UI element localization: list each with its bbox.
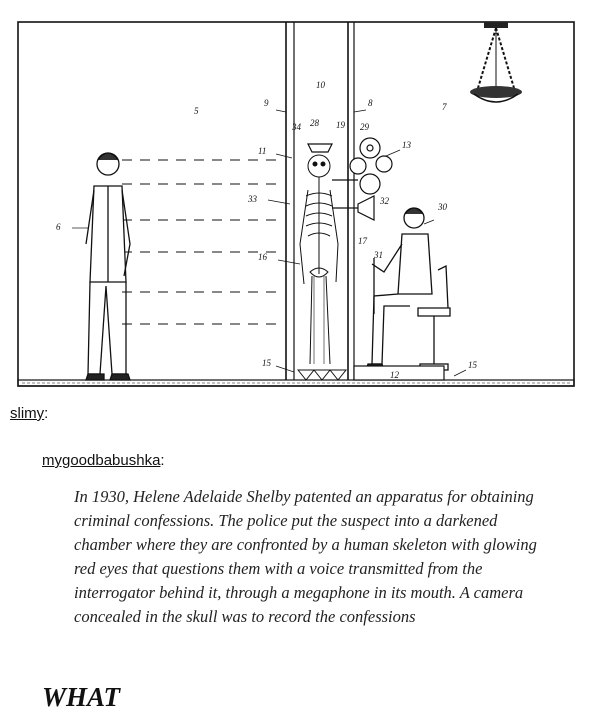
label-15-right: 15 <box>468 360 477 370</box>
label-31: 31 <box>374 250 383 260</box>
reblogger-colon: : <box>44 405 49 422</box>
label-8: 8 <box>368 98 373 108</box>
label-29: 29 <box>360 122 369 132</box>
label-9: 9 <box>264 98 269 108</box>
label-11: 11 <box>258 146 267 156</box>
floor-fixtures <box>298 370 346 380</box>
label-16: 16 <box>258 252 267 262</box>
reaction-text: WHAT <box>42 682 121 712</box>
suspect-figure <box>86 153 130 380</box>
label-5: 5 <box>194 106 199 116</box>
camera-apparatus <box>308 138 392 220</box>
label-28: 28 <box>310 118 319 128</box>
patent-drawing <box>14 14 580 400</box>
label-10: 10 <box>316 80 325 90</box>
label-15-left: 15 <box>262 358 271 368</box>
label-19: 19 <box>336 120 345 130</box>
label-6: 6 <box>56 222 61 232</box>
hanging-lamp <box>470 22 522 102</box>
label-7: 7 <box>442 102 447 112</box>
label-12: 12 <box>390 370 399 380</box>
reblogger-line <box>10 405 48 422</box>
label-30: 30 <box>438 202 447 212</box>
label-17: 17 <box>358 236 367 246</box>
quoted-user-line <box>42 452 562 469</box>
label-13: 13 <box>402 140 411 150</box>
sight-lines <box>122 160 282 324</box>
reblog-quote-block <box>42 452 562 629</box>
quoted-username-link[interactable]: mygoodbabushka <box>42 452 161 469</box>
floor <box>18 380 574 386</box>
quote-text: In 1930, Helene Adelaide Shelby patented an apparatus for obtaining criminal confessions. The police put the suspect into a darkened chamber where they are confronted by a human skeleton with glowing red eyes that questions them with a voice transmitted from the interrogator behind it, through a megaphone in its mouth. A camera concealed in the skull was to record the confessions <box>74 487 537 626</box>
label-34: 34 <box>292 122 301 132</box>
quoted-user-colon: : <box>160 452 165 469</box>
platform <box>354 366 444 380</box>
label-33: 33 <box>248 194 257 204</box>
patent-drawing-svg <box>14 14 580 400</box>
label-32: 32 <box>380 196 389 206</box>
skeleton-figure <box>300 155 338 364</box>
reblogger-username-link[interactable]: slimy <box>10 405 45 422</box>
interrogator-figure <box>366 208 432 370</box>
